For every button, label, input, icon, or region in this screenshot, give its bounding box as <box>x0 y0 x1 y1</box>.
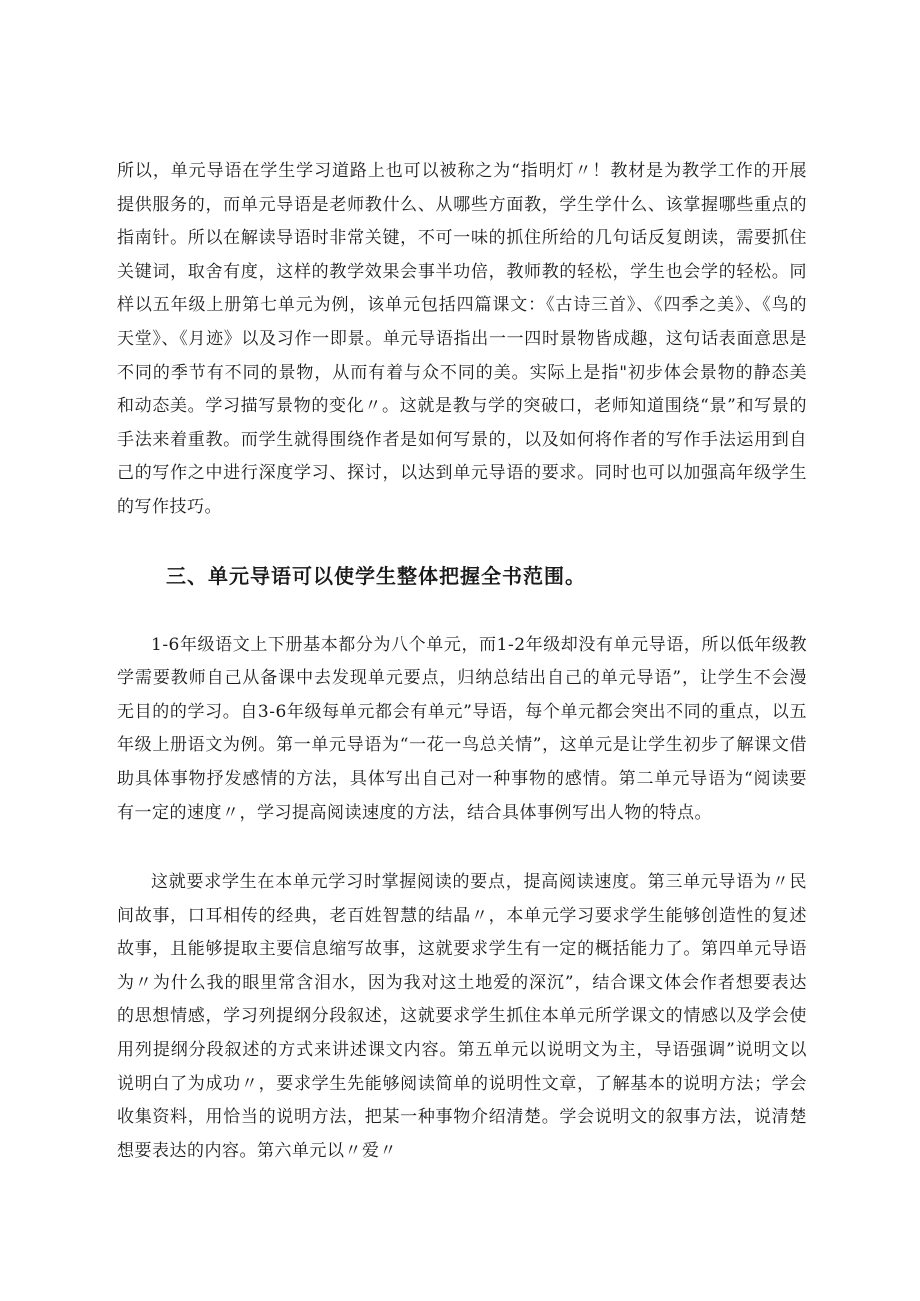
spacer <box>117 525 807 561</box>
paragraph-unit-guide-lamp: 所以，单元导语在学生学习道路上也可以被称之为“指明灯〃！教材是为教学工作的开展提供服务的，而单元导语是老师教什么、从哪些方面教，学生学什么、该掌握哪些重点的指南针。所以在解读导语时非常关键，不可一味的抓住所给的几句话反复朗读，需要抓住关键词，取舍有度，这样的教学效果会事半功倍，教师教的轻松，学生也会学的轻松。同样以五年级上册第七单元为例，该单元包括四篇课文：《古诗三首》、《四季之美》、《鸟的天堂》、《月迹》以及习作一即景。单元导语指出一一四时景物皆成趣，这句话表面意思是不同的季节有不同的景物，从而有着与众不同的美。实际上是指"初步体会景物的静态美和动态美。学习描写景物的变化〃。这就是教与学的突破口，老师知道围绕“景”和写景的手法来着重教。而学生就得围绕作者是如何写景的，以及如何将作者的写作手法运用到自己的写作之中进行深度学习、探讨，以达到单元导语的要求。同时也可以加强高年级学生的写作技巧。 <box>117 161 807 517</box>
document-page <box>117 155 807 1168</box>
paragraph-grade-units: 1-6年级语文上下册基本都分为八个单元，而1-2年级却没有单元导语，所以低年级教学需要教师自己从备课中去发现单元要点，归纳总结出自己的单元导语”，让学生不会漫无目的的学习。自3-6年级每单元都会有单元”导语，每个单元都会突出不同的重点，以五年级上册语文为例。第一单元导语为“一花一鸟总关情”，这单元是让学生初步了解课文借助具体事物抒发感情的方法，具体写出自己对一种事物的感情。第二单元导语为“阅读要有一定的速度〃，学习提高阅读速度的方法，结合具体事例写出人物的特点。 <box>117 634 807 823</box>
paragraph-unit-requirements: 这就要求学生在本单元学习时掌握阅读的要点，提高阅读速度。第三单元导语为〃民间故事，口耳相传的经典，老百姓智慧的结晶〃，本单元学习要求学生能够创造性的复述故事，且能够提取主要信息缩写故事，这就要求学生有一定的概括能力了。第四单元导语为〃为什么我的眼里常含泪水，因为我对这土地爱的深沉”，结合课文体会作者想要表达的思想情感，学习列提纲分段叙述，这就要求学生抓住本单元所学课文的情感以及学会使用列提纲分段叙述的方式来讲述课文内容。第五单元以说明文为主，导语强调”说明文以说明白了为成功〃，要求学生先能够阅读简单的说明性文章，了解基本的说明方法；学会收集资料，用恰当的说明方法，把某一种事物介绍清楚。学会说明文的叙事方法，说清楚想要表达的内容。第六单元以〃爱〃 <box>117 872 807 1161</box>
spacer <box>117 830 807 866</box>
spacer <box>117 591 807 629</box>
section-heading-three: 三、单元导语可以使学生整体把握全书范围。 <box>166 563 586 588</box>
